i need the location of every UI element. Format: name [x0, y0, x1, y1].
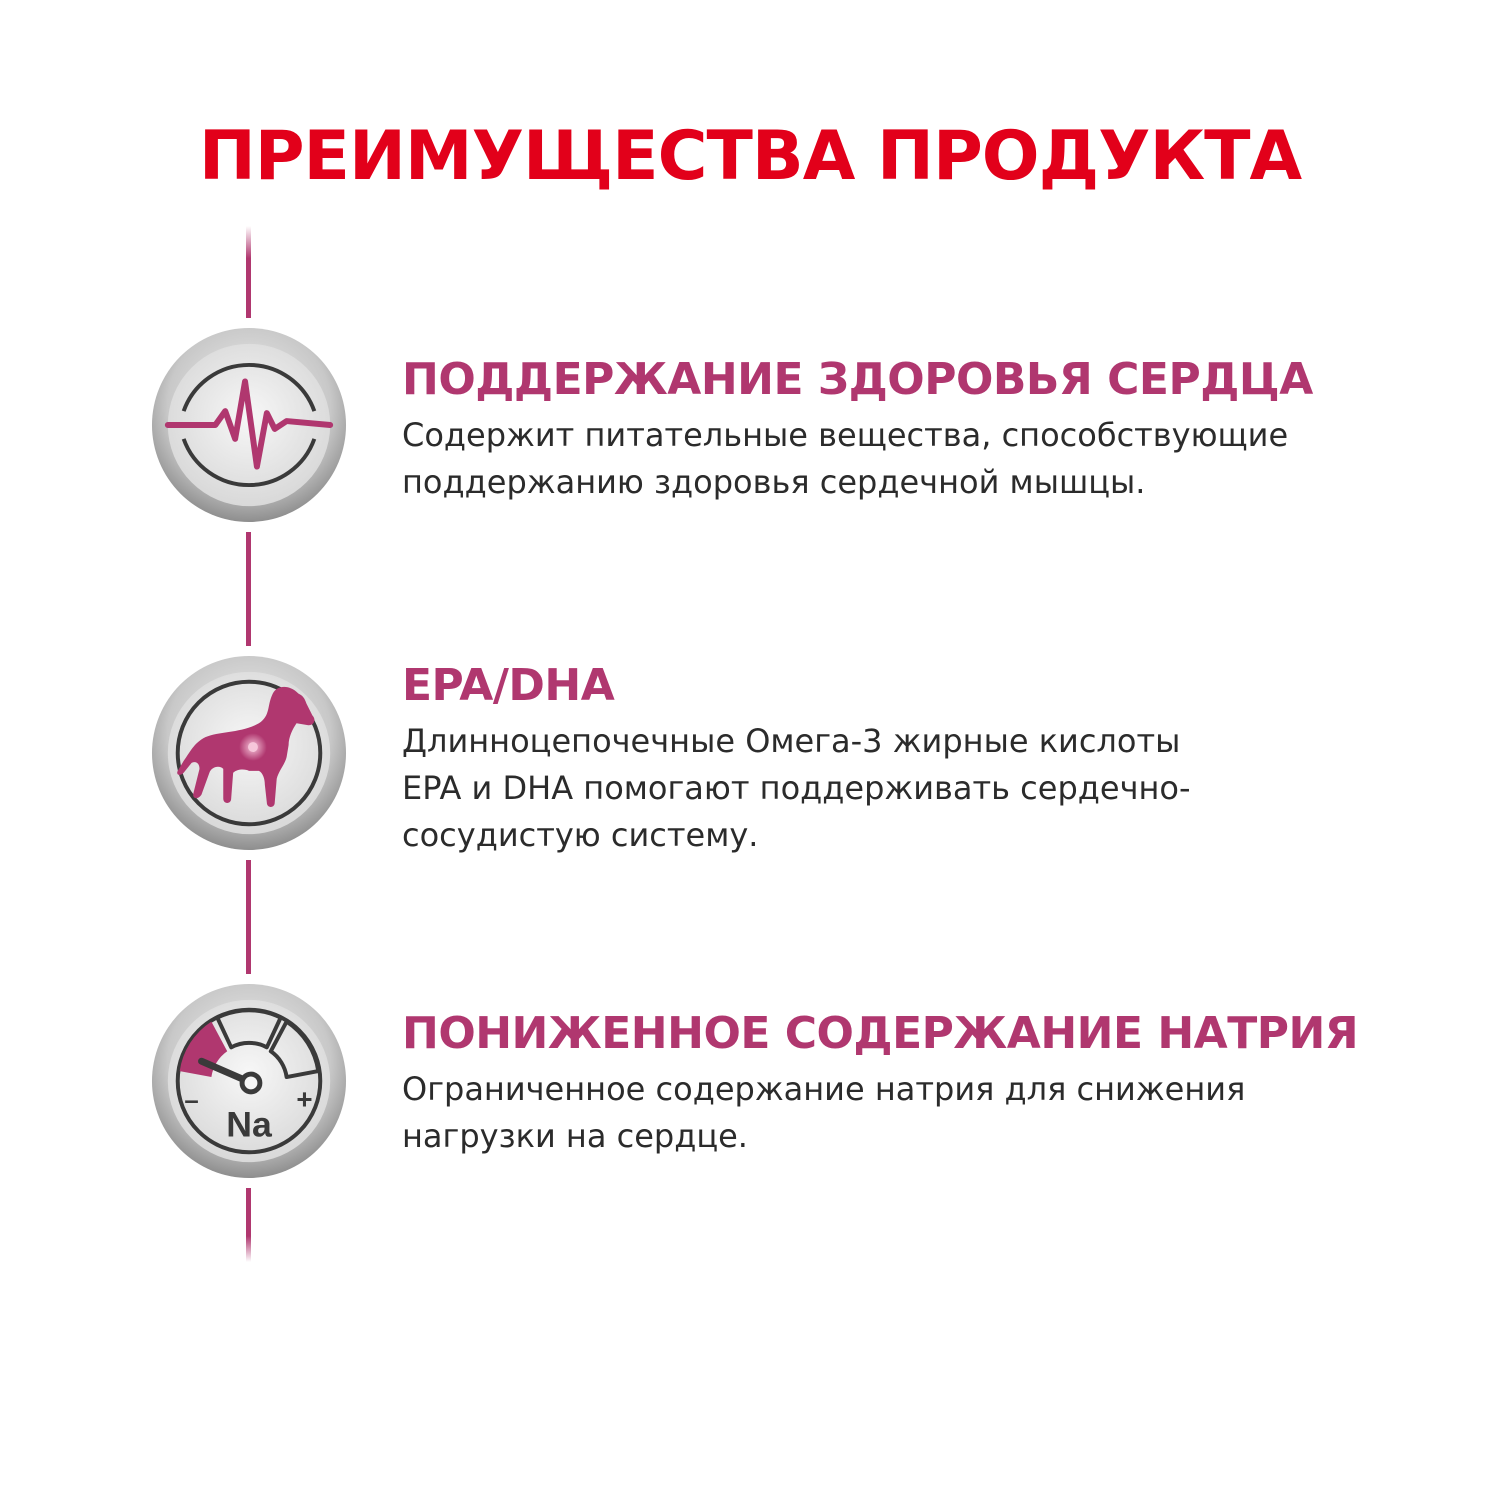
feature-heading-epa: EPA/DHA [402, 660, 615, 711]
feature-text-sodium [402, 1066, 1442, 1160]
gauge-plus-label: + [296, 1083, 313, 1115]
feature-text-line: EPA и DHA помогают поддерживать сердечно- [402, 769, 1191, 807]
page-title: ПРЕИМУЩЕСТВА ПРОДУКТА [198, 117, 1302, 196]
gauge-na-label: Na [226, 1104, 272, 1145]
timeline-segment-1 [246, 532, 251, 646]
feature-heading-heart: ПОДДЕРЖАНИЕ ЗДОРОВЬЯ СЕРДЦА [402, 354, 1313, 405]
feature-text-line: поддержанию здоровья сердечной мышцы. [402, 463, 1146, 501]
sodium-gauge-icon [150, 982, 348, 1180]
feature-text-epa [402, 718, 1442, 859]
feature-text-line: Ограниченное содержание натрия для снижения [402, 1070, 1246, 1108]
feature-heading-sodium: ПОНИЖЕННОЕ СОДЕРЖАНИЕ НАТРИЯ [402, 1008, 1359, 1059]
dog-badge [150, 654, 348, 852]
heartbeat-icon [150, 326, 348, 524]
feature-text-line: Длинноцепочечные Омега-3 жирные кислоты [402, 722, 1181, 760]
timeline-segment-2 [246, 860, 251, 974]
feature-text-line: сосудистую систему. [402, 816, 759, 854]
dog-icon [150, 654, 348, 852]
feature-text-line: нагрузки на сердце. [402, 1117, 748, 1155]
heartbeat-badge [150, 326, 348, 524]
feature-text-heart [402, 412, 1442, 506]
feature-text-line: Содержит питательные вещества, способствующие [402, 416, 1289, 454]
timeline-segment-bottom [246, 1188, 251, 1262]
timeline-segment-top [246, 226, 251, 318]
sodium-badge [150, 982, 348, 1180]
gauge-minus-label: – [184, 1086, 199, 1115]
